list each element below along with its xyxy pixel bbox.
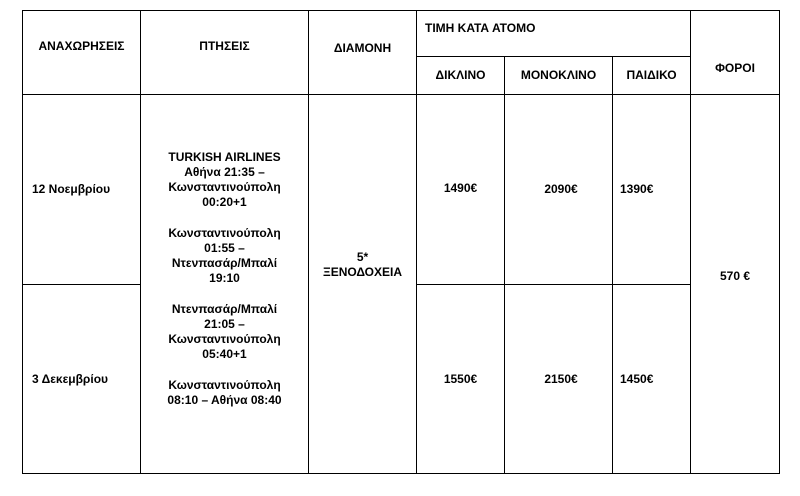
flights-cell	[141, 95, 308, 473]
header-child: ΠΑΙΔΙΚΟ	[626, 68, 677, 82]
price-double: 1490€	[443, 181, 478, 195]
flight-segment: Κωνσταντινούπολη 01:55 – Ντενπασάρ/Μπαλί 19:10	[168, 226, 281, 285]
price-single: 2090€	[544, 182, 578, 196]
price-child: 1450€	[620, 371, 654, 386]
header-flights: ΠΤΗΣΕΙΣ	[199, 38, 250, 53]
price-single: 2150€	[544, 371, 578, 386]
header-departures: ΑΝΑΧΩΡΗΣΕΙΣ	[38, 38, 125, 53]
header-taxes: ΦΟΡΟΙ	[715, 60, 755, 75]
airline-name: TURKISH AIRLINES	[168, 150, 281, 164]
header-double: ΔΙΚΛΙΝΟ	[435, 68, 486, 82]
flight-segment: Ντενπασάρ/Μπαλί 21:05 – Κωνσταντινούπολη 05:40+1	[168, 302, 281, 361]
departure-date: 3 Δεκεμβρίου	[32, 371, 109, 386]
header-single: ΜΟΝΟΚΛΙΝΟ	[520, 68, 597, 82]
taxes-cell: 570 €	[719, 268, 751, 283]
header-price-per-person: ΤΙΜΗ ΚΑΤΑ ΑΤΟΜΟ	[425, 20, 536, 35]
departure-date: 12 Νοεμβρίου	[32, 182, 111, 196]
header-accommodation: ΔΙΑΜΟΝΗ	[333, 40, 392, 55]
accommodation-cell: 5* ΞΕΝΟΔΟΧΕΙΑ	[322, 250, 403, 279]
flight-segment: Αθήνα 21:35 – Κωνσταντινούπολη 00:20+1	[168, 165, 281, 209]
price-double: 1550€	[443, 371, 478, 386]
price-child: 1390€	[620, 182, 654, 196]
flight-segment: Κωνσταντινούπολη 08:10 – Αθήνα 08:40	[167, 378, 282, 407]
